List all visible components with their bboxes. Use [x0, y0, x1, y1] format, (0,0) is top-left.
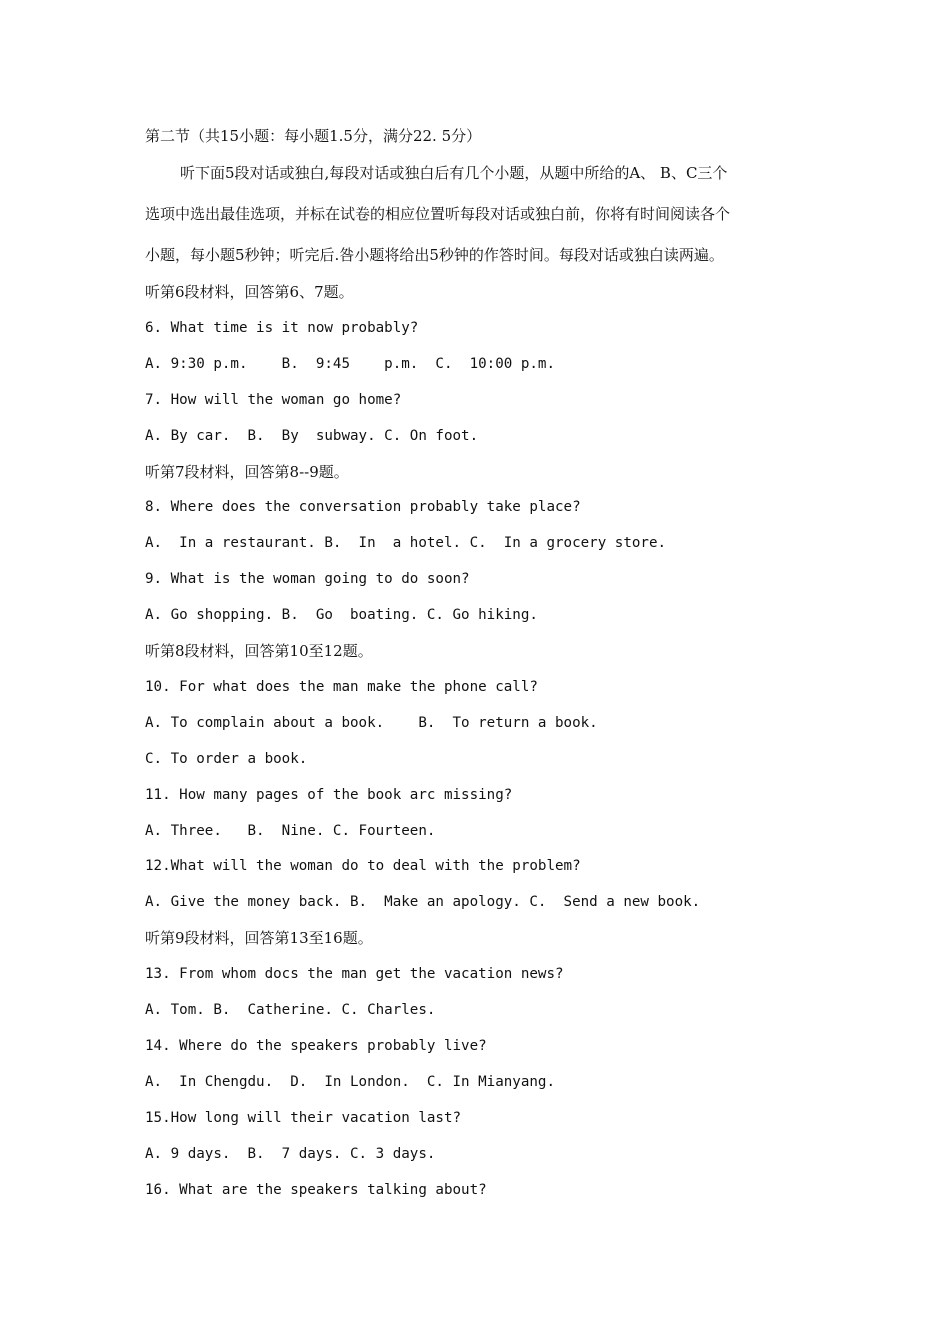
material-heading: 听第7段材料，回答第8--9题。 [145, 463, 349, 481]
question-text: 7. How will the woman go home? [145, 392, 402, 408]
answer-options: A. Tom. B. Catherine. C. Charles. [145, 1002, 436, 1018]
answer-options: C. To order a book. [145, 751, 308, 767]
material-heading: 听第8段材料，回答第10至12题。 [145, 642, 373, 660]
question-text: 15.How long will their vacation last? [145, 1110, 462, 1126]
question-text: 14. Where do the speakers probably live? [145, 1038, 487, 1054]
instruction-line: 听下面5段对话或独白,每段对话或独白后有几个小题，从题中所给的A、 B、C三个 [180, 164, 728, 182]
answer-options: A. 9 days. B. 7 days. C. 3 days. [145, 1146, 436, 1162]
section-header: 第二节（共15小题：每小题1.5分，满分22. 5分） [145, 127, 482, 145]
question-text: 9. What is the woman going to do soon? [145, 571, 470, 587]
answer-options: A. Go shopping. B. Go boating. C. Go hiking. [145, 607, 538, 623]
question-text: 10. For what does the man make the phone call? [145, 679, 538, 695]
answer-options: A. In a restaurant. B. In a hotel. C. In a grocery store. [145, 535, 667, 551]
answer-options: A. Give the money back. B. Make an apology. C. Send a new book. [145, 894, 701, 910]
instruction-line: 选项中选出最佳选项，并标在试卷的相应位置听每段对话或独白前，你将有时间阅读各个 [145, 205, 731, 223]
question-text: 13. From whom docs the man get the vacation news? [145, 966, 564, 982]
question-text: 8. Where does the conversation probably take place? [145, 499, 581, 515]
answer-options: A. 9:30 p.m. B. 9:45 p.m. C. 10:00 p.m. [145, 356, 555, 372]
instruction-line: 小题，每小题5秒钟；听完后.咎小题将给出5秒钟的作答时间。每段对话或独白读两遍。 [145, 246, 724, 264]
question-text: 11. How many pages of the book arc missing? [145, 787, 513, 803]
answer-options: A. To complain about a book. B. To return a book. [145, 715, 598, 731]
answer-options: A. In Chengdu. D. In London. C. In Mianyang. [145, 1074, 555, 1090]
question-text: 12.What will the woman do to deal with the problem? [145, 858, 581, 874]
material-heading: 听第6段材料，回答第6、7题。 [145, 283, 354, 301]
answer-options: A. Three. B. Nine. C. Fourteen. [145, 823, 436, 839]
question-text: 16. What are the speakers talking about? [145, 1182, 487, 1198]
question-text: 6. What time is it now probably? [145, 320, 419, 336]
material-heading: 听第9段材料，回答第13至16题。 [145, 929, 373, 947]
answer-options: A. By car. B. By subway. C. On foot. [145, 428, 479, 444]
